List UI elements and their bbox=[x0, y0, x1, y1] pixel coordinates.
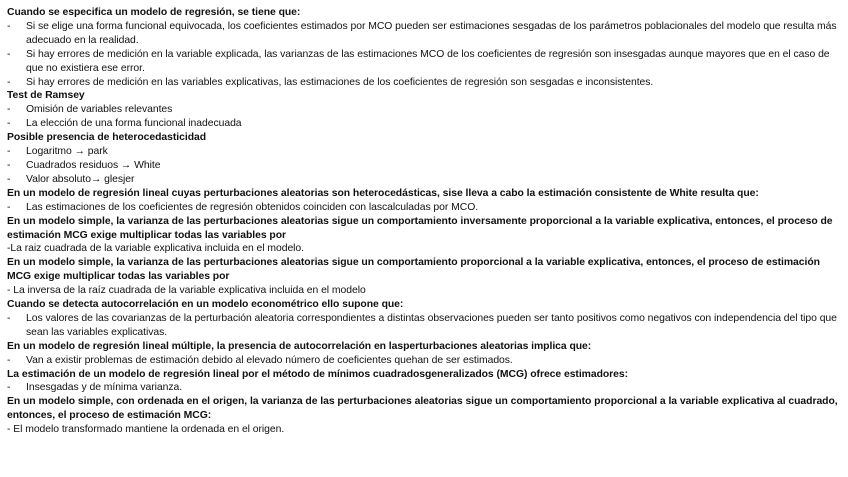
list-item bbox=[7, 312, 840, 340]
list-item-text: Los valores de las covarianzas de la perturbación aleatoria correspondientes a distintas observaciones pueden ser tanto positivos como negativos con independencia del tipo que sean las variables explicativas. bbox=[26, 312, 837, 338]
section-heading: En un modelo de regresión lineal múltiple, la presencia de autocorrelación en lasperturbaciones aleatorias implica que: bbox=[7, 340, 592, 352]
list-item-text: Las estimaciones de los coeficientes de regresión obtenidos coinciden con lascalculadas por MCO. bbox=[26, 201, 479, 213]
list-item-text: Si hay errores de medición en la variable explicada, las varianzas de las estimaciones MCO de los coeficientes de regresión son insesgadas aunque mayores que en el caso de que no existiera ese error. bbox=[26, 48, 830, 74]
bullet-dash: - bbox=[7, 382, 11, 394]
bullet-dash: - bbox=[7, 76, 11, 88]
bullet-dash: - bbox=[7, 104, 11, 116]
list-item bbox=[7, 48, 840, 76]
section-heading: Posible presencia de heterocedasticidad bbox=[7, 132, 207, 144]
list-item-text: Omisión de variables relevantes bbox=[26, 104, 173, 116]
list-item bbox=[7, 20, 840, 48]
list-item bbox=[7, 173, 840, 187]
list-item bbox=[7, 201, 840, 215]
list-item bbox=[7, 103, 840, 117]
section-heading: La estimación de un modelo de regresión lineal por el método de mínimos cuadradosgeneralizados (MCG) ofrece estimadores: bbox=[7, 368, 629, 380]
section-heading: En un modelo de regresión lineal cuyas perturbaciones aleatorias son heterocedásticas, sise lleva a cabo la estimación consistente de White resulta que: bbox=[7, 187, 759, 199]
list-item-text: La elección de una forma funcional inadecuada bbox=[26, 118, 242, 130]
bullet-dash: - bbox=[7, 312, 11, 324]
bullet-dash: - bbox=[7, 201, 11, 213]
list-item bbox=[7, 159, 840, 173]
bullet-dash: - bbox=[7, 48, 11, 60]
bullet-dash: - bbox=[7, 146, 11, 158]
list-item bbox=[7, 76, 840, 90]
bullet-dash: - bbox=[7, 173, 11, 185]
answer-line: -La raiz cuadrada de la variable explicativa incluida en el modelo. bbox=[7, 243, 305, 255]
bullet-dash: - bbox=[7, 354, 11, 366]
section-heading: Cuando se detecta autocorrelación en un modelo econométrico ello supone que: bbox=[7, 299, 404, 311]
answer-line: - La inversa de la raíz cuadrada de la variable explicativa incluida en el modelo bbox=[7, 285, 366, 297]
section-heading: Test de Ramsey bbox=[7, 90, 85, 102]
bullet-dash: - bbox=[7, 118, 11, 130]
answer-line: - El modelo transformado mantiene la ordenada en el origen. bbox=[7, 424, 285, 436]
list-item bbox=[7, 117, 840, 131]
list-item-text: Si se elige una forma funcional equivocada, los coeficientes estimados por MCO pueden ser estimaciones sesgadas de los parámetros poblacionales del modelo que resulta más adecuado en la realidad. bbox=[26, 20, 837, 46]
list-item-text: Van a existir problemas de estimación debido al elevado número de coeficientes quehan de ser estimados. bbox=[26, 354, 513, 366]
section-heading: Cuando se especifica un modelo de regresión, se tiene que: bbox=[7, 7, 301, 18]
list-item bbox=[7, 145, 840, 159]
list-item-text: Logaritmo → park bbox=[26, 146, 108, 158]
bullet-dash: - bbox=[7, 159, 11, 171]
section-heading: En un modelo simple, la varianza de las perturbaciones aleatorias sigue un comportamiento proporcional a la variable explicativa, entonces, el proceso de estimación MCG exige multiplicar todas las variables por bbox=[7, 257, 820, 283]
section-heading: En un modelo simple, la varianza de las perturbaciones aleatorias sigue un comportamiento inversamente proporcional a la variable explicativa, entonces, el proceso de estimación MCG exige multiplicar todas las variables por bbox=[7, 215, 833, 241]
list-item bbox=[7, 354, 840, 368]
list-item-text: Valor absoluto→ glesjer bbox=[26, 173, 135, 185]
list-item-text: Insesgadas y de mínima varianza. bbox=[26, 382, 183, 394]
list-item bbox=[7, 381, 840, 395]
section-heading: En un modelo simple, con ordenada en el origen, la varianza de las perturbaciones aleatorias sigue un comportamiento proporcional a la variable explicativa al cuadrado, entonces, el proceso de estimación MCG: bbox=[7, 396, 838, 422]
list-item-text: Cuadrados residuos → White bbox=[26, 159, 161, 171]
bullet-dash: - bbox=[7, 20, 11, 32]
list-item-text: Si hay errores de medición en las variables explicativas, las estimaciones de los coeficientes de regresión son sesgadas e inconsistentes. bbox=[26, 76, 654, 88]
